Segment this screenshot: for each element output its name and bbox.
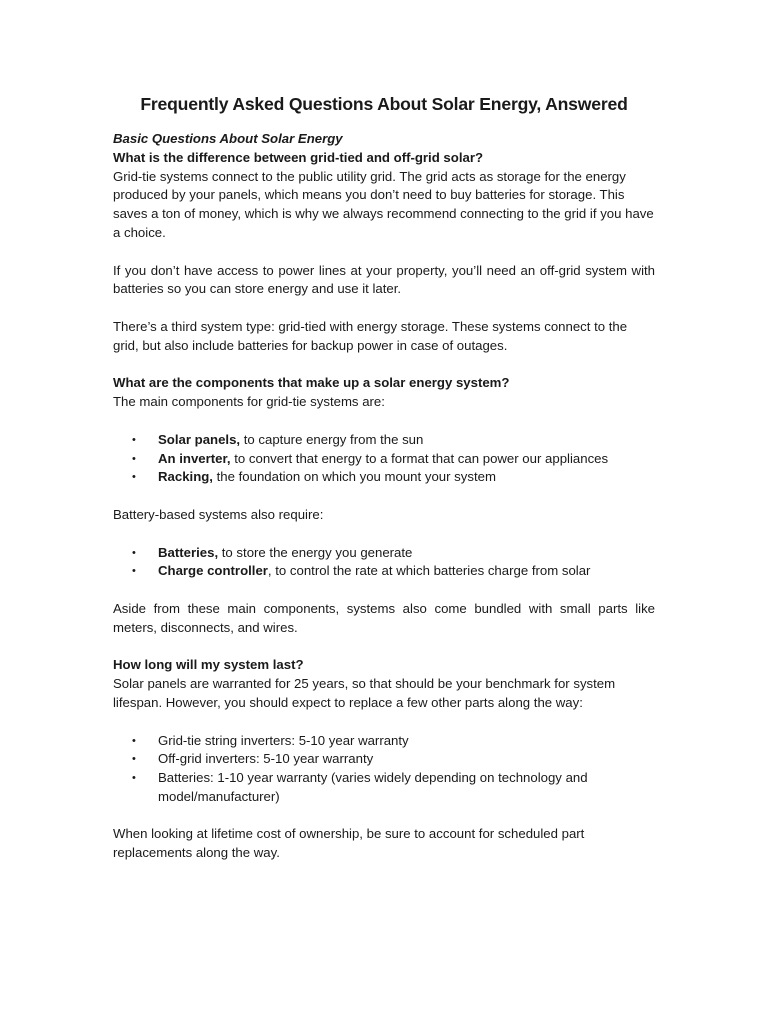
question-components: What are the components that make up a solar energy system? <box>113 375 510 391</box>
paragraph-grid-tie: Grid-tie systems connect to the public utility grid. The grid acts as storage for the energy produced by your panels, which means you don’t need to buy batteries for storage. This saves a ton of money, which is why we always recommend connecting to the grid if you have a choice. <box>113 168 654 240</box>
list-item-term: Charge controller <box>158 563 268 579</box>
bullet-icon: • <box>132 433 136 446</box>
battery-components-list <box>113 544 655 582</box>
paragraph-off-grid: If you don’t have access to power lines at your property, you’ll need an off-grid system with batteries so you can store energy and use it later. <box>113 262 655 297</box>
list-item-text: to capture energy from the sun <box>240 431 424 447</box>
bullet-icon: • <box>132 452 136 465</box>
document-title: Frequently Asked Questions About Solar Energy, Answered <box>140 94 628 114</box>
paragraph-third-type: There’s a third system type: grid-tied with energy storage. These systems connect to the grid, but also include batteries for backup power in case of outages. <box>113 318 628 353</box>
bullet-icon: • <box>132 734 136 747</box>
question-grid-vs-offgrid: What is the difference between grid-tied and off-grid solar? <box>113 149 484 165</box>
paragraph-warranty: Solar panels are warranted for 25 years, so that should be your benchmark for system lifespan. However, you should expect to replace a few other parts along the way: <box>113 676 616 710</box>
bullet-icon: • <box>132 546 136 559</box>
list-item <box>113 732 655 751</box>
list-item-term: Solar panels, <box>158 431 241 447</box>
list-item-text: to convert that energy to a format that can power our appliances <box>230 450 609 466</box>
list-item-text: Batteries: 1-10 year warranty (varies widely depending on technology and model/manufacturer) <box>158 770 588 804</box>
list-item-term: Racking, <box>158 469 213 485</box>
paragraph-small-parts: Aside from these main components, systems also come bundled with small parts like meters, disconnects, and wires. <box>113 600 655 635</box>
list-item <box>113 450 655 469</box>
list-item-text: Off-grid inverters: 5-10 year warranty <box>158 751 374 767</box>
bullet-icon: • <box>132 753 136 766</box>
list-item <box>113 769 655 807</box>
list-item-text: to store the energy you generate <box>218 544 413 560</box>
list-item-term: Batteries, <box>158 544 219 560</box>
paragraph-battery-intro: Battery-based systems also require: <box>113 506 324 522</box>
list-item <box>113 544 655 563</box>
warranty-list <box>113 732 655 807</box>
grid-components-list <box>113 431 655 487</box>
list-item <box>113 562 655 581</box>
list-item-term: An inverter, <box>158 450 231 466</box>
paragraph-lifetime-cost: When looking at lifetime cost of ownership, be sure to account for scheduled part replacements along the way. <box>113 826 585 861</box>
bullet-icon: • <box>132 565 136 578</box>
question-system-lifespan: How long will my system last? <box>113 657 304 673</box>
paragraph-components-intro: The main components for grid-tie systems are: <box>113 394 385 410</box>
document-page <box>113 92 655 863</box>
list-item-text: , to control the rate at which batteries charge from solar <box>267 563 591 579</box>
list-item <box>113 468 655 487</box>
list-item <box>113 431 655 450</box>
bullet-icon: • <box>132 772 136 785</box>
list-item <box>113 750 655 769</box>
list-item-text: Grid-tie string inverters: 5-10 year warranty <box>158 732 409 748</box>
bullet-icon: • <box>132 471 136 484</box>
section-heading: Basic Questions About Solar Energy <box>113 131 343 146</box>
list-item-text: the foundation on which you mount your system <box>212 469 496 485</box>
